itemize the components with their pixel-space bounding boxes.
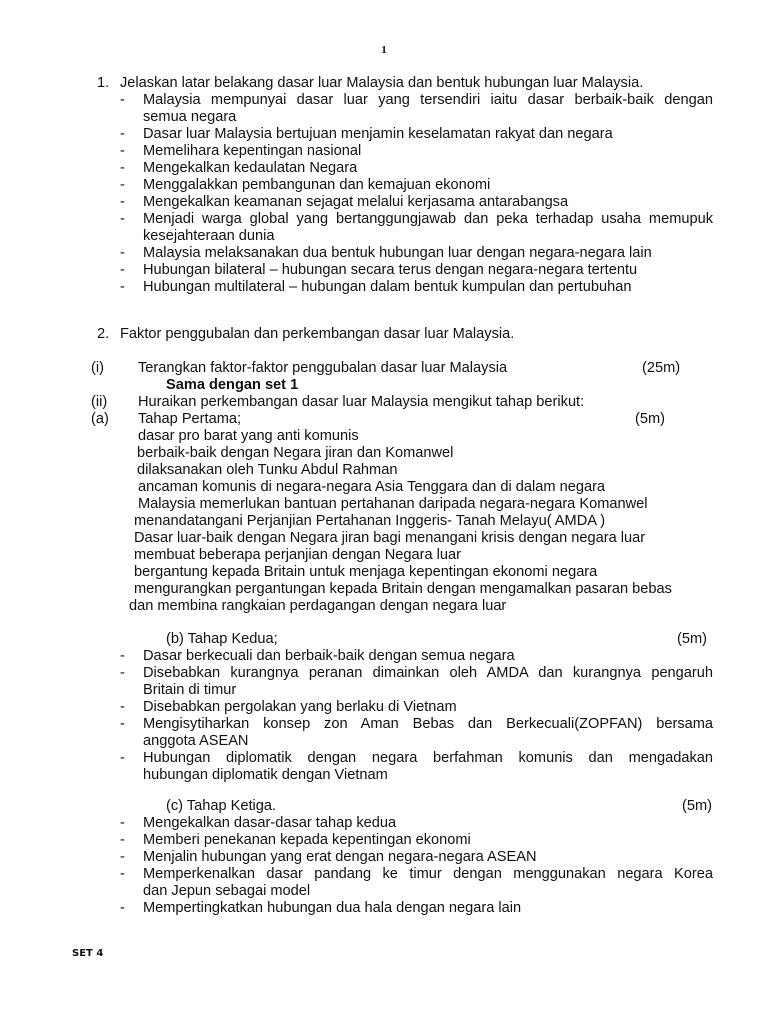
q1-bullet-cont: semua negara — [143, 109, 237, 125]
q2-c-bullet: Mempertingkatkan hubungan dua hala dengan negara lain — [143, 900, 522, 916]
q2-b-bullet: Disebabkan kurangnya peranan dimainkan oleh AMDA dan kurangnya pengaruh — [143, 665, 713, 681]
bullet-dash: - — [120, 262, 125, 278]
q2-b-bullet-cont: anggota ASEAN — [143, 733, 249, 749]
bullet-dash: - — [120, 279, 125, 295]
footer-set-label: SET 4 — [72, 948, 104, 959]
q2-a-line: Dasar luar-baik dengan Negara jiran bagi menangani krisis dengan negara luar — [134, 530, 646, 546]
q2-ii-text: Huraikan perkembangan dasar luar Malaysia mengikut tahap berikut: — [138, 394, 585, 410]
q2-a-line: ancaman komunis di negara-negara Asia Tenggara dan di dalam negara — [138, 479, 606, 495]
q2-a-line: Malaysia memerlukan bantuan pertahanan daripada negara-negara Komanwel — [138, 496, 648, 512]
q2-ii-label: (ii) — [91, 394, 108, 410]
q2-b-title: (b) Tahap Kedua; — [166, 631, 278, 647]
bullet-dash: - — [120, 160, 125, 176]
bullet-dash: - — [120, 832, 125, 848]
bullet-dash: - — [120, 177, 125, 193]
q1-bullet: Malaysia melaksanakan dua bentuk hubungan luar dengan negara-negara lain — [143, 245, 652, 261]
q2-a-line: dan membina rangkaian perdagangan dengan negara luar — [129, 598, 507, 614]
q2-c-bullet: Menjalin hubungan yang erat dengan negara-negara ASEAN — [143, 849, 537, 865]
bullet-dash: - — [120, 194, 125, 210]
bullet-dash: - — [120, 866, 125, 882]
bullet-dash: - — [120, 648, 125, 664]
q1-bullet-cont: kesejahteraan dunia — [143, 228, 275, 244]
same-as-note: Sama dengan set 1 — [166, 377, 299, 393]
q1-bullet: Dasar luar Malaysia bertujuan menjamin keselamatan rakyat dan negara — [143, 126, 613, 142]
q1-title: Jelaskan latar belakang dasar luar Malaysia dan bentuk hubungan luar Malaysia. — [120, 75, 644, 91]
q1-bullet: Mengekalkan keamanan sejagat melalui kerjasama antarabangsa — [143, 194, 569, 210]
q2-i-label: (i) — [91, 360, 104, 376]
bullet-dash: - — [120, 665, 125, 681]
q2-title: Faktor penggubalan dan perkembangan dasar luar Malaysia. — [120, 326, 515, 342]
q2-number: 2. — [97, 326, 110, 342]
q2-c-bullet: Memberi penekanan kepada kepentingan ekonomi — [143, 832, 471, 848]
bullet-dash: - — [120, 211, 125, 227]
q2-b-bullet: Mengisytiharkan konsep zon Aman Bebas dan Berkecuali(ZOPFAN) bersama — [143, 716, 713, 732]
q2-b-bullet-cont: hubungan diplomatik dengan Vietnam — [143, 767, 388, 783]
q2-b-bullet: Disebabkan pergolakan yang berlaku di Vietnam — [143, 699, 457, 715]
q2-a-line: bergantung kepada Britain untuk menjaga kepentingan ekonomi negara — [134, 564, 598, 580]
bullet-dash: - — [120, 750, 125, 766]
q2-a-line: dasar pro barat yang anti komunis — [138, 428, 359, 444]
q1-bullet: Malaysia mempunyai dasar luar yang tersendiri iaitu dasar berbaik-baik dengan — [143, 92, 713, 108]
q1-bullet: Hubungan multilateral – hubungan dalam bentuk kumpulan dan pertubuhan — [143, 279, 632, 295]
bullet-dash: - — [120, 143, 125, 159]
bullet-dash: - — [120, 849, 125, 865]
bullet-dash: - — [120, 900, 125, 916]
q2-a-title: Tahap Pertama; — [138, 411, 242, 427]
q2-a-line: menandatangani Perjanjian Pertahanan Inggeris- Tanah Melayu( AMDA ) — [134, 513, 606, 529]
q2-i-marks: (25m) — [642, 360, 681, 376]
q2-b-bullet-cont: Britain di timur — [143, 682, 237, 698]
bullet-dash: - — [120, 815, 125, 831]
q1-number: 1. — [97, 75, 110, 91]
q1-bullet: Hubungan bilateral – hubungan secara terus dengan negara-negara tertentu — [143, 262, 638, 278]
bullet-dash: - — [120, 245, 125, 261]
q2-i-text: Terangkan faktor-faktor penggubalan dasar luar Malaysia — [138, 360, 508, 376]
q2-a-line: dilaksanakan oleh Tunku Abdul Rahman — [137, 462, 398, 478]
q2-c-marks: (5m) — [682, 798, 712, 814]
bullet-dash: - — [120, 716, 125, 732]
q2-b-bullet: Hubungan diplomatik dengan negara berfahman komunis dan mengadakan — [143, 750, 713, 766]
q2-a-line: berbaik-baik dengan Negara jiran dan Komanwel — [137, 445, 454, 461]
q2-a-line: mengurangkan pergantungan kepada Britain dengan mengamalkan pasaran bebas — [134, 581, 672, 597]
q1-bullet: Mengekalkan kedaulatan Negara — [143, 160, 358, 176]
bullet-dash: - — [120, 126, 125, 142]
q2-c-bullet: Mengekalkan dasar-dasar tahap kedua — [143, 815, 397, 831]
q2-b-marks: (5m) — [677, 631, 707, 647]
q2-a-label: (a) — [91, 411, 109, 427]
q2-a-line: membuat beberapa perjanjian dengan Negara luar — [134, 547, 461, 563]
q2-c-bullet-cont: dan Jepun sebagai model — [143, 883, 311, 899]
q2-b-bullet: Dasar berkecuali dan berbaik-baik dengan semua negara — [143, 648, 515, 664]
q1-bullet: Memelihara kepentingan nasional — [143, 143, 362, 159]
q1-bullet: Menggalakkan pembangunan dan kemajuan ekonomi — [143, 177, 491, 193]
page-number: 1 — [381, 44, 387, 56]
q2-a-marks: (5m) — [635, 411, 665, 427]
bullet-dash: - — [120, 92, 125, 108]
q1-bullet: Menjadi warga global yang bertanggungjawab dan peka terhadap usaha memupuk — [143, 211, 713, 227]
q2-c-bullet: Memperkenalkan dasar pandang ke timur dengan menggunakan negara Korea — [143, 866, 713, 882]
bullet-dash: - — [120, 699, 125, 715]
q2-c-title: (c) Tahap Ketiga. — [166, 798, 277, 814]
